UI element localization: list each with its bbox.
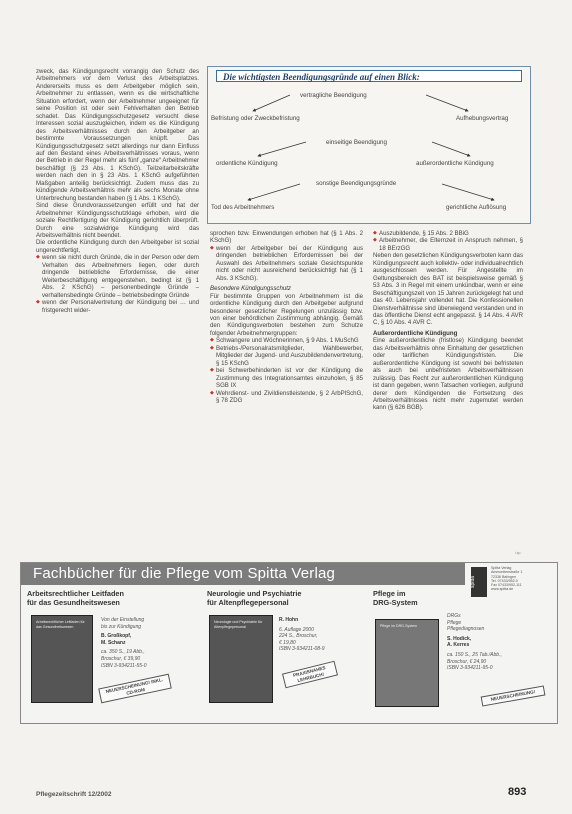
book-3[interactable]: [373, 589, 463, 607]
book-cover: [375, 619, 439, 707]
logo-text: spitta: [469, 576, 476, 588]
publisher-address: [491, 566, 522, 592]
address-line: 72336 Balingen: [491, 574, 516, 579]
group-right: außerordentliche Kündigung: [416, 160, 494, 167]
detail-line: 224 S., Broschur,: [279, 633, 318, 640]
book-title: Pflege im: [373, 589, 406, 598]
group-right: gerichtliche Auflösung: [446, 204, 507, 211]
address-line: www.spitta.de: [491, 587, 514, 592]
group-label: sonstige Beendigungsgründe: [316, 180, 397, 187]
advertisement: [20, 562, 558, 724]
paragraph: zweck, das Kündigungsrecht vorrangig den Schutz des Arbeitnehmers vor dem Verlust des Arbeitsplatzes. Andererseits muss es dem Arbeitgeber möglich sein, Arbeitnehmer zu entlassen, wenn es die wirtschaftliche Situation erfordert, wenn der Arbeitnehmer ungeeignet für seine Position ist oder sein Fehlverhalten den Betrieb schadet. Das Kündigungsschutzgesetz versucht diese Interessen sozial auszugleichen, indem es die Kündigung des Arbeitsverhältnisses durch den Arbeitgeber an bestimmte Voraussetzungen knüpft. Das Kündigungsschutzgesetz setzt allerdings nur dann Einfluss auf den Bestand eines Arbeitsverhältnisses voraus, wenn der Betrieb in der Regel mehr als fünf „ganze“ Arbeitnehmer beschäftigt (§ 23 Abs. 1 KSchG). Teilzeitarbeitskräfte werden nach den in § 23 Abs. 1 KSchG aufgeführten Maßgaben anteilig berücksichtigt. Zudem muss das zu kündigende Arbeitsverhältnis mehr als sechs Monate ohne Unterbrechung bestanden haben (§ 1 Abs. 1 KSchG).: [36, 68, 199, 202]
book-cover: [31, 615, 93, 703]
list-item: ◆ Auszubildende, § 15 Abs. 2 BBiG: [373, 230, 523, 237]
list-item: ◆ bei Schwerbehinderten ist vor der Kündigung die Zustimmung des Integrationsamtes einzuholen, § 85 SGB IX: [210, 367, 363, 389]
book-info: [447, 613, 502, 672]
detail-line: ISBN 3-934211-55-0: [101, 662, 147, 669]
cover-text: Pflege im DRG-System: [380, 624, 418, 628]
detail-line: ca. 350 S., 19 Abb.,: [101, 649, 145, 656]
book-author: R. Hohn: [279, 617, 299, 623]
address-line: Spitta Verlag: [491, 566, 512, 570]
new-release-stamp: NEUERSCHEINUNG! INKL. CD-ROM: [98, 674, 172, 704]
spitta-logo-icon: [471, 567, 487, 597]
column-1: [36, 68, 199, 314]
book-2[interactable]: [207, 589, 377, 607]
address-line: Fax 07433/952-111: [491, 583, 522, 588]
column-2: [210, 230, 363, 404]
column-3: [373, 230, 523, 412]
info-line: DRGs: [447, 613, 461, 619]
cover-text: Arbeitsrechtlicher Leitfaden für das Gesundheitswesen: [36, 620, 85, 629]
ad-banner: Fachbücher für die Pflege vom Spitta Verlag: [21, 563, 465, 585]
detail-line: Broschur, € 39,90: [101, 655, 141, 662]
paragraph: Sind diese Grundvoraussetzungen erfüllt und hat der Arbeitnehmer Kündigungsschutzklage erhoben, wird die soziale Rechtfertigung der Kündigung gerichtlich überprüft. Durch eine sozialwidrige Kündigung wird das Arbeitsverhältnis nicht beendet.: [36, 202, 199, 239]
detail-line: 6. Auflage 2000: [279, 626, 314, 633]
info-line: Pflegediagnosen: [447, 626, 485, 633]
book-cover: [209, 615, 273, 703]
group-left: Tod des Arbeitnehmers: [211, 204, 275, 211]
book-title: DRG-System: [373, 598, 418, 607]
subheading: Besondere Kündigungsschutz: [210, 285, 291, 293]
list-item: ◆ wenn der Arbeitgeber bei der Kündigung aus dringenden betrieblichen Erfordernissen bei der Auswahl des Arbeitnehmers soziale Gesichtspunkte nicht oder nicht ausreichend berücksichtigt hat (§ 1 Abs. 3 KSchG).: [210, 245, 363, 282]
paragraph: Neben den gesetzlichen Kündigungsverboten kann das Kündigungsrecht auch kollektiv- oder individualrechtlich ausgeschlossen werden. Für Angestellte im Geltungsbereich des BAT ist beispielsweise gemäß § 53 Abs. 3 in Regel mit einem unkündbar, wenn er eine Beschäftigungszeit von 15 Jahren zurückgelegt hat und das 40. Lebensjahr vollendet hat. Die Konfessionellen Dienstverhältnisse sind überwiegend verstanden und in das öffentliche Dienst echt angepasst. § 14 Abs. 4 AVR C, § 10 Abs. 4 AVR C.: [373, 252, 523, 327]
detail-line: Broschur, € 24,90: [447, 658, 487, 665]
book-author: A. Kerres: [447, 642, 470, 649]
book-title: für Altenpflegepersonal: [207, 598, 289, 607]
cover-text: Neurologie und Psychiatrie für Altenpflegepersonal: [214, 620, 263, 629]
address-line: Ammonitenstraße 1: [491, 570, 523, 575]
book-title: Arbeitsrechtlicher Leitfaden: [27, 589, 124, 598]
subheading: Außerordentliche Kündigung: [373, 329, 458, 337]
list-item: ◆ Arbeitnehmer, die Elternzeit in Anspruch nehmen, § 18 BErzGG: [373, 237, 523, 252]
paragraph: Die ordentliche Kündigung durch den Arbeitgeber ist sozial ungerechtfertigt,: [36, 239, 199, 254]
list-item: ◆ wenn der Personalvertretung der Kündigung bei … und fristgerecht wider-: [36, 299, 199, 314]
book-author: M. Schanz: [101, 639, 126, 646]
info-line: Von der Einstellung: [101, 617, 145, 623]
group-left: ordentliche Kündigung: [216, 160, 278, 167]
book-title: für das Gesundheitswesen: [27, 598, 120, 607]
detail-line: ISBN 3-934211-08-9: [279, 646, 325, 653]
detail-line: € 19,80: [279, 639, 296, 646]
info-line: bis zur Kündigung: [101, 623, 142, 630]
page-number: 893: [508, 786, 527, 798]
journal-name: Pflegezeitschrift 12/2002: [36, 791, 112, 798]
paragraph: Eine außerordentliche (fristlose) Kündigung beendet das Arbeitsverhältnis ohne Einhaltung der gesetzlichen oder tariflichen Kündigungsfristen. Die außerordentliche Kündigung ist sowohl bei befristeten als auch bei unbefristeten Arbeitsverhältnissen zulässig. Das Recht zur außerordentlichen Kündigung ist dann gegeben, wenn Tatsachen vorliegen, aufgrund derer dem Kündigenden die Fortsetzung des Arbeitsverhältnisses nicht mehr zugemutet werden kann (§ 626 BGB).: [373, 337, 523, 412]
book-title: Neurologie und Psychiatrie: [207, 589, 302, 598]
book-author: B. Großkopf,: [101, 633, 132, 640]
paragraph: Für bestimmte Gruppen von Arbeitnehmern ist die ordentliche Kündigung durch den Arbeitgeber aufgrund besonderer gesetzlicher Regelungen unzulässig bzw. von einer behördlichen Zustimmung abhängig. Gemäß den Kündigungsverboten bestehen zum Schutze folgender Arbeitnehmergruppen:: [210, 292, 363, 337]
group-label: einseitige Beendigung: [326, 139, 387, 146]
book-info: [101, 617, 147, 669]
publisher-logo: [467, 563, 557, 603]
list: [210, 245, 363, 282]
group-right: Aufhebungsvertrag: [456, 115, 509, 122]
termination-reasons-diagram: [207, 66, 531, 224]
list: [373, 230, 523, 252]
book-1[interactable]: [27, 589, 197, 607]
group-left: Befristung oder Zweckbefristung: [211, 115, 300, 122]
group-label: vertragliche Beendigung: [300, 92, 367, 99]
list: [210, 337, 363, 404]
info-line: Pflege: [447, 619, 462, 626]
detail-line: ca. 150 S., 25 Tab./Abb.,: [447, 651, 502, 658]
new-release-stamp: NEUERSCHEINUNG!: [481, 686, 546, 706]
book-author: S. Hodick,: [447, 635, 472, 642]
paragraph: sprochen bzw. Einwendungen erhoben hat (§ 1 Abs. 2 KSchG): [210, 230, 363, 245]
detail-line: ISBN 3-934211-95-0: [447, 665, 493, 672]
list-item: ◆ wenn sie nicht durch Gründe, die in der Person oder dem Verhalten des Arbeitnehmers liegen, oder durch dringende betriebliche Erfordernisse, die einer Weiterbeschäftigung entgegenstehen, bedingt ist (§ 1 Abs. 2 KSchG) – personenbedingte Gründe – verhaltensbedingte Gründe – betriebsbedingte Gründe: [36, 254, 199, 299]
small-note: i.sp.: [515, 551, 522, 555]
book-info: [279, 617, 325, 653]
address-line: Tel. 07433/952-0: [491, 578, 518, 583]
textbook-stamp: PRAXISNAHES LEHRBUCH!: [282, 661, 338, 689]
list-item: ◆ Wehrdienst- und Zivildienstleistende, § 2 ArbPlSchG, § 78 ZDG: [210, 390, 363, 405]
list-item: ◆ Schwangere und Wöchnerinnen, § 9 Abs. 1 MuSchG: [210, 337, 363, 344]
diagram-title: Die wichtigsten Beendigungsgründe auf einen Blick:: [216, 70, 522, 82]
list: [36, 254, 199, 314]
list-item: ◆ Betriebs-/Personalratsmitglieder, Wahlbewerber, Mitglieder der Jugend- und Auszubildendenvertretung, § 15 KSchG: [210, 345, 363, 367]
